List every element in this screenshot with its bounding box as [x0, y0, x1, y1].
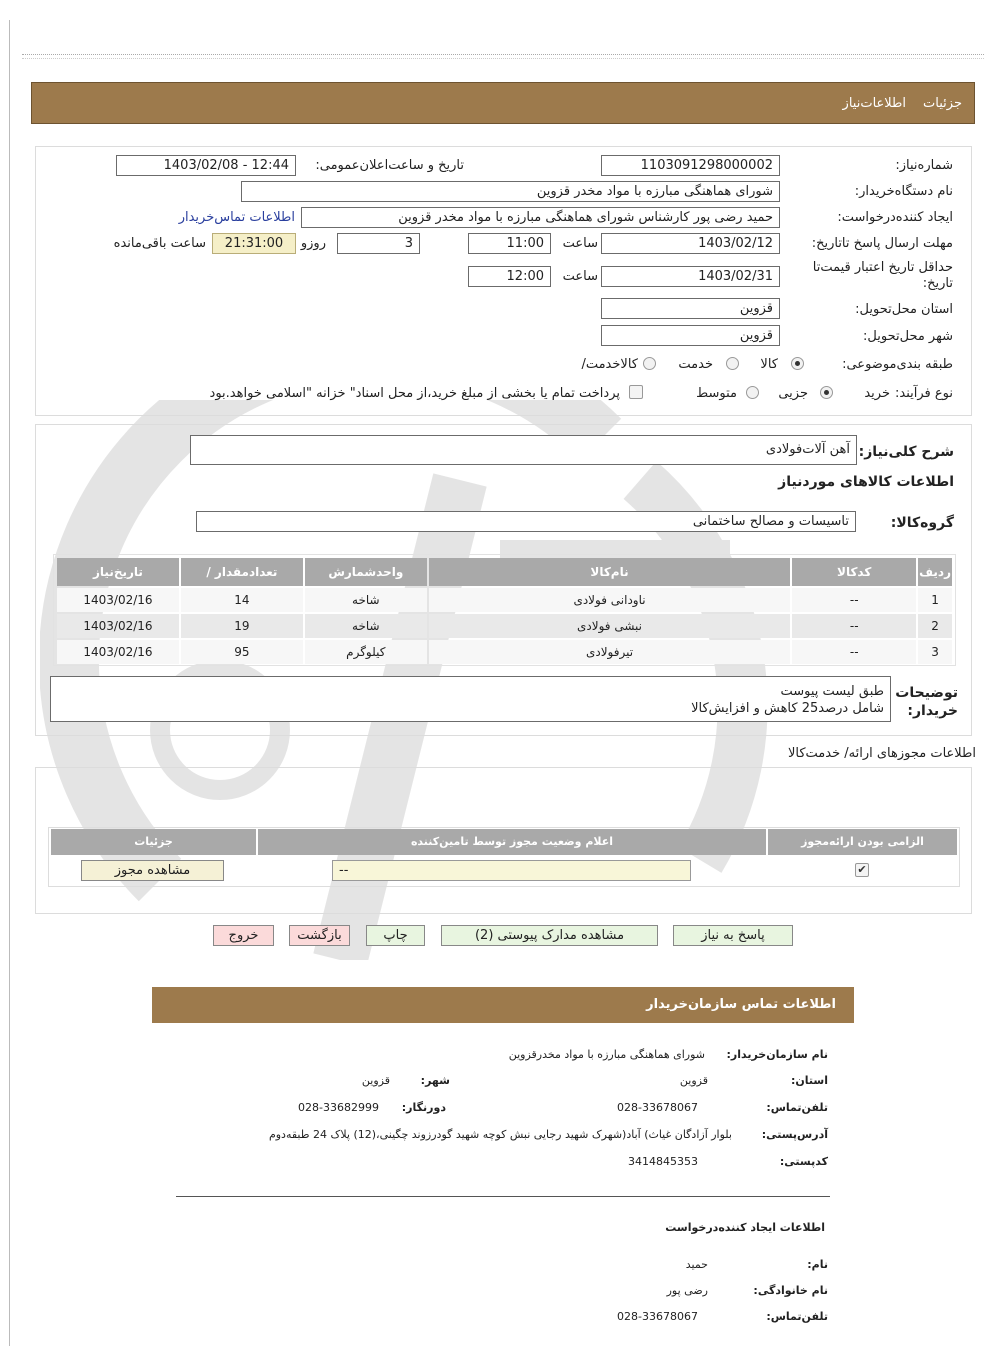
process-minor-radio[interactable]	[820, 386, 833, 399]
creator-last-name: رضی پور	[666, 1284, 708, 1297]
need-number-label: شماره‌نیاز:	[895, 158, 953, 173]
contact-province: قزوین	[679, 1074, 708, 1087]
deadline-label: مهلت ارسال پاسخ تا‌تاریخ:	[811, 236, 953, 251]
tab-details[interactable]: جزئیات	[923, 96, 962, 111]
cell-unit: شاخه	[305, 614, 427, 638]
contact-org: شورای هماهنگی مبارزه با مواد مخدرقزوین	[508, 1048, 705, 1061]
remaining-time-field: 21:31:00	[212, 233, 296, 254]
cell-name: تیرفولادی	[429, 640, 791, 664]
process-minor-label: جزیی	[778, 386, 808, 401]
city-label: شهر محل‌تحویل:	[863, 329, 953, 344]
summary-field[interactable]: آهن آلات‌فولادی	[190, 435, 857, 465]
contact-city: قزوین	[361, 1074, 390, 1087]
top-divider-2	[22, 58, 984, 59]
contact-fax: 028-33682999	[298, 1101, 379, 1114]
category-goods-label: کالا	[760, 357, 778, 372]
creator-last-name-label: نام خانوادگی:	[753, 1284, 828, 1297]
col-code: کدکالا	[792, 558, 916, 586]
buyer-org-label: نام دستگاه‌خریدار:	[854, 184, 953, 199]
contact-address: بلوار آزادگان غیاث) آباد(شهرک شهید رجایی نبش کوچه شهید گودرزوند چگینی،(12) پلاک 24 طبقه‌دوم	[268, 1128, 732, 1141]
process-type: خرید	[864, 386, 890, 401]
treasury-payment-checkbox[interactable]	[629, 385, 643, 399]
contact-fax-label: دورنگار:	[401, 1101, 446, 1114]
cell-qty: 19	[181, 614, 303, 638]
contact-phone: 028-33678067	[617, 1101, 698, 1114]
creator-first-name-label: نام:	[807, 1258, 828, 1271]
cell-row: 2	[918, 614, 952, 638]
cell-code: --	[792, 588, 916, 612]
cell-unit: کیلوگرم	[305, 640, 427, 664]
goods-group-label: گروه‌کالا:	[890, 515, 954, 531]
creator-info-title: اطلاعات ایجاد کننده‌درخواست	[665, 1221, 825, 1234]
tab-need-info[interactable]: اطلاعات‌نیاز	[842, 96, 906, 111]
col-permit-details: جزئیات	[51, 829, 256, 855]
cell-qty: 95	[181, 640, 303, 664]
buyer-desc-line-2: شامل درصد25 کاهش و افزایش‌کالا	[691, 701, 884, 716]
category-goods-service-label: کالا‌خدمت/	[581, 357, 638, 372]
creator-first-name: حمید	[685, 1258, 708, 1271]
contact-divider	[176, 1196, 830, 1197]
view-permit-button[interactable]: مشاهده مجوز	[81, 860, 224, 881]
validity-time-label: ساعت	[562, 269, 598, 284]
province-field[interactable]: قزوین	[601, 298, 780, 319]
contact-postal: 3414845353	[628, 1155, 698, 1168]
deadline-time-field[interactable]: 11:00	[468, 233, 551, 254]
goods-group-field[interactable]: تاسیسات و مصالح ساختمانی	[196, 511, 856, 532]
cell-name: ناودانی فولادی	[429, 588, 791, 612]
cell-code: --	[792, 640, 916, 664]
cell-date: 1403/02/16	[57, 614, 179, 638]
city-field[interactable]: قزوین	[601, 325, 780, 346]
cell-name: نبشی فولادی	[429, 614, 791, 638]
category-service-radio[interactable]	[726, 357, 739, 370]
contact-city-label: شهر:	[420, 1074, 450, 1087]
goods-section-title: اطلاعات کالاهای موردنیاز	[778, 474, 954, 490]
buyer-desc-line-1: طبق لیست پیوست	[780, 684, 884, 699]
process-label: نوع فرآیند:	[895, 386, 953, 401]
cell-code: --	[792, 614, 916, 638]
creator-field[interactable]: حمید رضی پور کارشناس شورای هماهنگی مبارزه با مواد مخدر قزوین	[301, 207, 780, 228]
buyer-contact-link[interactable]: اطلاعات تماس‌خریدار	[178, 210, 295, 225]
contact-title: اطلاعات تماس سازمان‌خریدار	[646, 997, 836, 1012]
announce-field[interactable]: 1403/02/08 - 12:44	[116, 155, 296, 176]
permit-status-field[interactable]: --	[332, 860, 691, 881]
process-medium-label: متوسط	[696, 386, 737, 401]
permits-title: اطلاعات مجوزهای ارائه/ خدمت‌کالا	[787, 746, 976, 761]
days-field[interactable]: 3	[337, 233, 420, 254]
reply-button[interactable]: پاسخ به نیاز	[673, 925, 793, 946]
permit-required-checkbox[interactable]: ✔	[855, 863, 869, 877]
cell-date: 1403/02/16	[57, 640, 179, 664]
deadline-time-label: ساعت	[562, 236, 598, 251]
contact-postal-label: کد‌پستی:	[779, 1155, 828, 1168]
contact-address-label: آدرس‌پستی:	[761, 1128, 828, 1141]
goods-table-header	[57, 558, 952, 586]
contact-phone-label: تلفن‌تماس:	[766, 1101, 828, 1114]
category-label: طبقه بندی‌موضوعی:	[842, 357, 953, 372]
cell-row: 3	[918, 640, 952, 664]
cell-unit: شاخه	[305, 588, 427, 612]
col-permit-required: الزامی بودن ارائه‌مجوز	[768, 829, 957, 855]
col-permit-status: اعلام وضعیت مجوز توسط تامین‌کننده	[258, 829, 766, 855]
contact-org-label: نام سازمان‌خریدار:	[726, 1048, 828, 1061]
col-row: ردیف	[918, 558, 952, 586]
back-button[interactable]: بازگشت	[289, 925, 350, 946]
buyer-org-field[interactable]: شورای هماهنگی مبارزه با مواد مخدر قزوین	[241, 181, 780, 202]
remaining-label: ساعت باقی‌مانده	[113, 236, 206, 251]
print-button[interactable]: چاپ	[366, 925, 425, 946]
category-goods-service-radio[interactable]	[643, 357, 656, 370]
contact-header	[152, 987, 854, 1023]
buyer-desc-field[interactable]	[50, 676, 891, 722]
category-goods-radio[interactable]	[791, 357, 804, 370]
attachments-button[interactable]: مشاهده مدارک پیوستی (2)	[441, 925, 658, 946]
col-qty: تعداد‌مقدار /	[181, 558, 303, 586]
treasury-payment-note: پرداخت تمام یا بخشی از مبلغ خرید،از محل اسناد" خزانه "اسلامی خواهد.بود	[209, 386, 620, 401]
cell-row: 1	[918, 588, 952, 612]
table-row[interactable]	[57, 588, 952, 612]
validity-label: حداقل تاریخ اعتبار قیمت‌تا تاریخ:	[812, 260, 953, 291]
validity-date-field[interactable]: 1403/02/31	[601, 266, 780, 287]
province-label: استان محل‌تحویل:	[855, 302, 953, 317]
creator-label: ایجاد کننده‌درخواست:	[837, 210, 953, 225]
col-unit: واحدشمارش	[305, 558, 427, 586]
summary-label: شرح کلی‌نیاز:	[858, 444, 954, 460]
buyer-desc-label: توضیحات خریدار:	[895, 685, 958, 719]
table-row[interactable]	[57, 614, 952, 638]
col-date: تاریخ‌نیاز	[57, 558, 179, 586]
table-row[interactable]	[57, 640, 952, 664]
creator-phone: 028-33678067	[617, 1310, 698, 1323]
left-border-line	[9, 20, 10, 1346]
need-number-field[interactable]: 1103091298000002	[601, 155, 780, 176]
announce-label: تاریخ و ساعت‌اعلان‌عمومی:	[315, 158, 464, 173]
goods-table	[55, 556, 954, 666]
validity-time-field[interactable]: 12:00	[468, 266, 551, 287]
category-service-label: خدمت	[678, 357, 713, 372]
days-label: روزو	[300, 236, 326, 251]
creator-phone-label: تلفن‌تماس:	[766, 1310, 828, 1323]
deadline-date-field[interactable]: 1403/02/12	[601, 233, 780, 254]
process-medium-radio[interactable]	[746, 386, 759, 399]
cell-qty: 14	[181, 588, 303, 612]
exit-button[interactable]: خروج	[213, 925, 274, 946]
cell-date: 1403/02/16	[57, 588, 179, 612]
contact-province-label: استان:	[791, 1074, 828, 1087]
page-header	[31, 82, 975, 124]
col-name: نام‌کالا	[429, 558, 791, 586]
top-divider	[22, 54, 984, 55]
